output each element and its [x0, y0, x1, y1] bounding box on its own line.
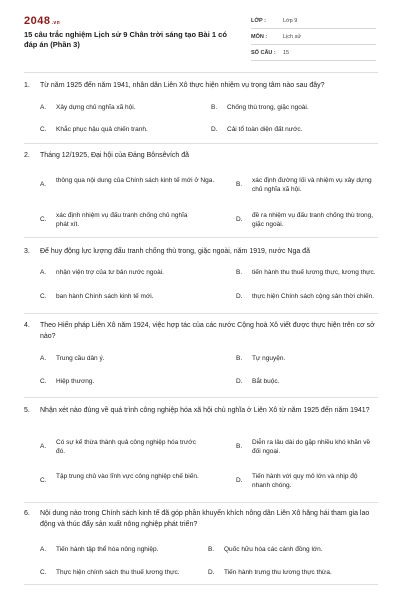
option-text: Tập trung chủ vào lĩnh vực công nghiệp chế biến. — [56, 473, 199, 480]
option-text: xác định đường lối và nhiệm vụ xây dựng chủ nghĩa xã hội. — [252, 177, 372, 193]
question-number: 1. — [24, 82, 30, 89]
option-text: Thực hiện chính sách thu thuế lương thực. — [56, 569, 180, 576]
option-letter: D. — [211, 126, 218, 133]
option-letter: B. — [211, 104, 218, 111]
meta-count-row — [251, 45, 376, 61]
question-text: Từ năm 1925 đến năm 1941, nhân dân Liên Xô thực hiện nhiệm vụ trọng tâm nào sau đây? — [40, 82, 325, 89]
question-number: 3. — [24, 248, 30, 255]
page-header — [0, 0, 400, 62]
option-text: đề ra nhiệm vụ đấu tranh chống thù trong, giặc ngoài. — [252, 212, 374, 228]
logo-sub: .vn — [51, 20, 61, 26]
meta-subject-row — [251, 29, 376, 45]
option-letter: D. — [236, 293, 243, 300]
option-text: Tiến hành tập thể hóa nông nghiệp. — [56, 546, 159, 553]
divider — [24, 237, 378, 238]
option-letter: C. — [40, 126, 47, 133]
question-number: 4. — [24, 322, 30, 329]
page-title: 15 câu trắc nghiệm Lịch sử 9 Chân trời sáng tạo Bài 1 có đáp án (Phần 3) — [24, 30, 227, 49]
option-text: Trung cầu dân ý. — [56, 355, 105, 362]
option-text: Tiến hành với quy mô lớn và nhịp độ nhanh chóng. — [252, 473, 358, 489]
option-letter: C. — [40, 293, 47, 300]
question-number: 2. — [24, 152, 30, 159]
option-text: Tự nguyện. — [252, 355, 286, 362]
question-text: Nội dung nào trong Chính sách kinh tế đã góp phần khuyến khích nông dân Liên Xô hăng hái tham gia lao động và thúc đẩy sản xuất nông nghiệp phát triển? — [40, 510, 370, 528]
option-letter: D. — [236, 216, 243, 223]
meta-class-row — [251, 13, 376, 29]
question-7 — [24, 590, 378, 600]
option-text: xác định nhiệm vụ đấu tranh chống chủ nghĩa phát xít. — [56, 212, 188, 228]
meta-subject-value: Lịch sử — [283, 33, 302, 40]
meta-class-value: Lớp 9 — [283, 17, 298, 24]
option-text: Hiệp thương. — [56, 378, 95, 385]
question-text: Nhận xét nào đúng về quá trình công nghiệp hóa xã hội chủ nghĩa ở Liên Xô từ năm 1925 đến năm 1941? — [40, 407, 370, 414]
option-text: nhận viện trợ của tư bản nước ngoài. — [56, 269, 164, 276]
option-letter: A. — [40, 181, 47, 188]
option-text: Chống thù trong, giặc ngoài. — [227, 104, 309, 111]
option-text: Xây dựng chủ nghĩa xã hội. — [56, 104, 136, 111]
option-letter: A. — [40, 104, 47, 111]
meta-count-value: 15 — [283, 49, 290, 56]
option-letter: D. — [236, 477, 243, 484]
divider — [24, 143, 378, 144]
meta-class-label: LỚP : — [251, 17, 266, 24]
option-letter: B. — [236, 269, 243, 276]
option-text: Quốc hữu hóa các cánh đồng lớn. — [224, 546, 323, 553]
option-letter: C. — [40, 378, 47, 385]
option-text: Có sự kế thừa thành quả công nghiệp hóa trước đó. — [56, 439, 196, 455]
option-letter: A. — [40, 269, 47, 276]
option-letter: A. — [40, 443, 47, 450]
site-logo[interactable] — [24, 15, 60, 27]
meta-subject-label: MÔN : — [251, 33, 268, 40]
divider — [24, 72, 378, 73]
question-text: Theo Hiến pháp Liên Xô năm 1924, việc hợp tác của các nước Cộng hoà Xô viết được thực hiện trên cơ sở nào? — [40, 322, 375, 340]
question-text: Tháng 12/1925, Đại hội của Đảng Bônsêvích đã — [40, 152, 190, 159]
divider — [24, 584, 378, 585]
option-text: ban hành Chính sách kinh tế mới. — [56, 293, 154, 300]
option-text: thực hiện Chính sách cộng sản thời chiến. — [252, 293, 375, 300]
option-letter: C. — [40, 216, 47, 223]
option-letter: C. — [40, 569, 47, 576]
divider — [24, 397, 378, 398]
option-letter: D. — [208, 569, 215, 576]
question-number: 6. — [24, 510, 30, 517]
logo-text: 2048 — [24, 15, 51, 27]
option-text: Tiến hành trưng thu lương thực thừa. — [224, 569, 332, 576]
option-text: Khắc phục hậu quả chiến tranh. — [56, 126, 148, 133]
option-letter: A. — [40, 355, 47, 362]
option-letter: D. — [236, 378, 243, 385]
option-letter: C. — [40, 477, 47, 484]
option-letter: B. — [236, 181, 243, 188]
meta-count-label: SỐ CÂU : — [251, 49, 276, 56]
option-text: Cải tổ toàn diện đất nước. — [227, 126, 303, 133]
option-letter: A. — [40, 546, 47, 553]
option-text: thông qua nội dung của Chính sách kinh tế mới ở Nga. — [56, 177, 215, 184]
option-text: tiến hành thu thuế lương thực, lương thực. — [252, 269, 376, 276]
question-number: 5. — [24, 407, 30, 414]
option-text: Bắt buộc. — [252, 378, 280, 385]
divider — [24, 313, 378, 314]
option-letter: B. — [236, 355, 243, 362]
option-letter: B. — [236, 443, 243, 450]
divider — [24, 502, 378, 503]
question-text: Để huy động lực lượng đấu tranh chống thù trong, giặc ngoài, năm 1919, nước Nga đã — [40, 248, 310, 255]
meta-box — [251, 13, 376, 61]
option-text: Diễn ra lâu dài do gặp nhiều khó khăn về đối ngoại. — [252, 439, 371, 455]
option-letter: B. — [208, 546, 215, 553]
